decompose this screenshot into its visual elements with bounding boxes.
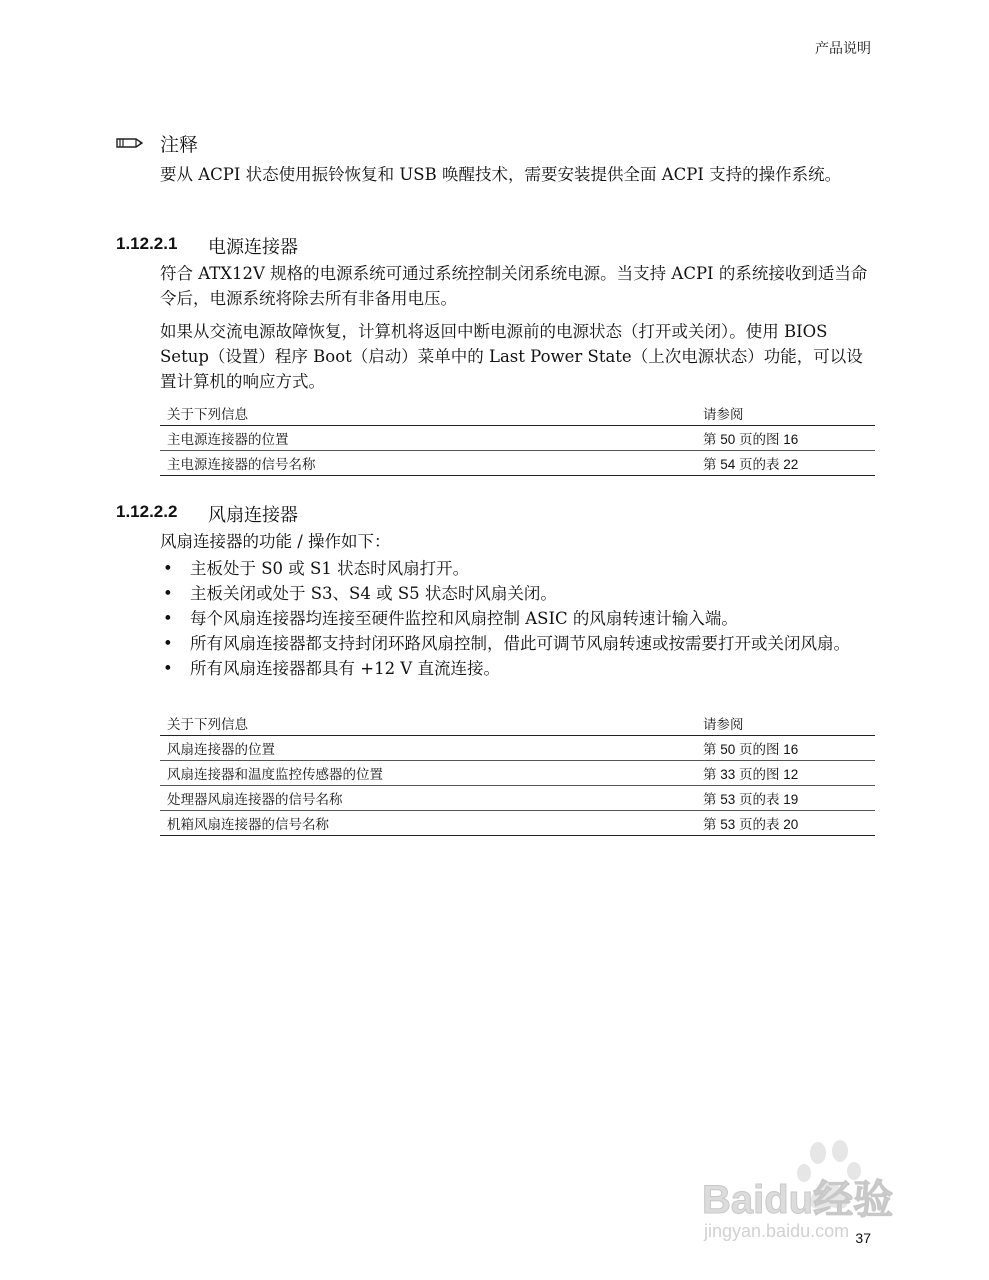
table-cell: 主电源连接器的位置 (160, 426, 696, 451)
table-cell: 风扇连接器的位置 (160, 736, 696, 761)
baidu-watermark-logo (700, 1135, 935, 1245)
table-cell: 第 54 页的表 22 (696, 451, 875, 476)
note-body: 要从 ACPI 状态使用振铃恢复和 USB 唤醒技术，需要安装提供全面 ACPI 支持的操作系统。 (160, 165, 842, 184)
bullet-icon: • (163, 559, 173, 578)
list-item (160, 556, 870, 581)
list-item (160, 581, 870, 606)
pencil-note-icon (114, 133, 144, 153)
watermark-url: jingyan.baidu.com (704, 1221, 850, 1241)
bullet-icon: • (163, 659, 173, 678)
section-number: 1.12.2.1 (116, 234, 178, 253)
page-header-title: 产品说明 (815, 40, 871, 56)
bullet-icon: • (163, 584, 173, 603)
table-cell: 机箱风扇连接器的信号名称 (160, 811, 696, 836)
table-cell: 处理器风扇连接器的信号名称 (160, 786, 696, 811)
bullet-list (160, 556, 870, 681)
reference-table (160, 711, 875, 836)
table-row (160, 811, 875, 836)
column-header: 请参阅 (696, 711, 875, 736)
page-number: 37 (855, 1230, 871, 1246)
bullet-icon: • (163, 609, 173, 628)
table-row (160, 761, 875, 786)
list-item (160, 606, 870, 631)
table-row (160, 451, 875, 476)
table-cell: 第 50 页的图 16 (696, 736, 875, 761)
bullet-icon: • (163, 634, 173, 653)
list-item-text: 所有风扇连接器都支持封闭环路风扇控制，借此可调节风扇转速或按需要打开或关闭风扇。 (190, 634, 850, 653)
paragraph: 如果从交流电源故障恢复，计算机将返回中断电源前的电源状态（打开或关闭）。使用 BIOS Setup（设置）程序 Boot（启动）菜单中的 Last Power State（上次电源状态）功能，可以设置计算机的响应方式。 (160, 322, 863, 391)
watermark-brand: Baidu经验 (702, 1178, 894, 1222)
table-cell: 第 53 页的表 20 (696, 811, 875, 836)
section-title: 风扇连接器 (208, 505, 298, 526)
reference-table (160, 401, 875, 476)
table-cell: 风扇连接器和温度监控传感器的位置 (160, 761, 696, 786)
list-item-text: 每个风扇连接器均连接至硬件监控和风扇控制 ASIC 的风扇转速计输入端。 (190, 609, 738, 628)
section-number: 1.12.2.2 (116, 502, 178, 521)
table-header-row (160, 711, 875, 736)
table-row (160, 426, 875, 451)
section-title: 电源连接器 (208, 237, 298, 258)
list-item-text: 主板关闭或处于 S3、S4 或 S5 状态时风扇关闭。 (190, 584, 557, 603)
table-cell: 第 33 页的图 12 (696, 761, 875, 786)
list-item-text: 主板处于 S0 或 S1 状态时风扇打开。 (190, 559, 470, 578)
note-heading: 注释 (160, 134, 199, 156)
table-row (160, 786, 875, 811)
column-header: 关于下列信息 (160, 401, 696, 426)
list-item-text: 所有风扇连接器都具有 +12 V 直流连接。 (190, 659, 500, 678)
list-item (160, 631, 870, 656)
table-cell: 第 53 页的表 19 (696, 786, 875, 811)
table-cell: 主电源连接器的信号名称 (160, 451, 696, 476)
table-cell: 第 50 页的图 16 (696, 426, 875, 451)
paragraph: 风扇连接器的功能 / 操作如下： (160, 532, 391, 551)
column-header: 请参阅 (696, 401, 875, 426)
paragraph: 符合 ATX12V 规格的电源系统可通过系统控制关闭系统电源。当支持 ACPI 的系统接收到适当命令后，电源系统将除去所有非备用电压。 (160, 264, 868, 308)
column-header: 关于下列信息 (160, 711, 696, 736)
table-row (160, 736, 875, 761)
table-header-row (160, 401, 875, 426)
list-item (160, 656, 870, 681)
